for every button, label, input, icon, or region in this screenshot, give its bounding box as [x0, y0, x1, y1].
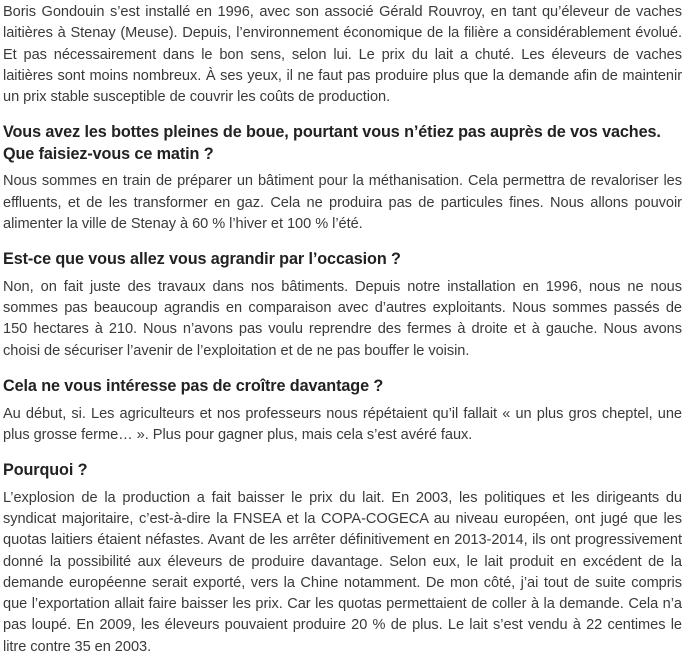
- question-heading: Cela ne vous intéresse pas de croître davantage ?: [3, 377, 384, 396]
- intro-paragraph: Boris Gondouin s’est installé en 1996, avec son associé Gérald Rouvroy, en tant qu’éleveur de vaches laitières à Stenay (Meuse). Depuis, l’environnement économique de la filière a considérablement évolué. Et pas nécessairement dans le bon sens, selon lui. Le prix du lait a chuté. Les éleveurs de vaches laitières sont moins nombreux. À ses yeux, il ne faut pas produire plus que la demande afin de maintenir un prix stable susceptible de couvrir les coûts de production.: [3, 4, 682, 106]
- answer-paragraph: L’explosion de la production a fait baisser le prix du lait. En 2003, les politiques et les dirigeants du syndicat majoritaire, c’est-à-dire la FNSEA et la COPA-COGECA au niveau européen, ont jugé que les quotas laitiers étaient néfastes. Avant de les arrêter définitivement en 2013-2014, ils ont progressivement donné la possibilité aux éleveurs de produire davantage. Selon eux, le lait produit en excédent de la demande européenne serait exporté, vers la Chine notamment. De mon côté, j’ai tout de suite compris que l’exportation allait faire baisser les prix. Car les quotas permettaient de coller à la demande. Cela n’a pas loupé. En 2009, les éleveurs pouvaient produire 20 % de plus. Le lait s’est vendu à 22 centimes le litre contre 35 en 2003.: [3, 489, 682, 655]
- answer-paragraph: Nous sommes en train de préparer un bâtiment pour la méthanisation. Cela permettra de revaloriser les effluents, et de les transformer en gaz. Cela ne produira pas de particules fines. Nous allons pouvoir alimenter la ville de Stenay à 60 % l’hiver et 100 % l’été.: [3, 173, 682, 233]
- answer-paragraph: Non, on fait juste des travaux dans nos bâtiments. Depuis notre installation en 1996, nous ne nous sommes pas beaucoup agrandis en comparaison avec d’autres exploitants. Nous sommes passés de 150 hectares à 210. Nous n’avons pas voulu reprendre des fermes à droite et à gauche. Nous avons choisi de sécuriser l’avenir de l’exploitation et de ne pas bouffer le voisin.: [3, 278, 682, 359]
- question-heading: Vous avez les bottes pleines de boue, pourtant vous n’étiez pas auprès de vos vaches. Que faisiez-vous ce matin ?: [3, 123, 661, 163]
- question-heading: Est-ce que vous allez vous agrandir par l’occasion ?: [3, 250, 401, 269]
- question-heading: Pourquoi ?: [3, 461, 88, 480]
- answer-paragraph: Au début, si. Les agriculteurs et nos professeurs nous répétaient qu’il fallait « un plus gros cheptel, une plus grosse ferme… ». Plus pour gagner plus, mais cela s’est avéré faux.: [3, 405, 682, 443]
